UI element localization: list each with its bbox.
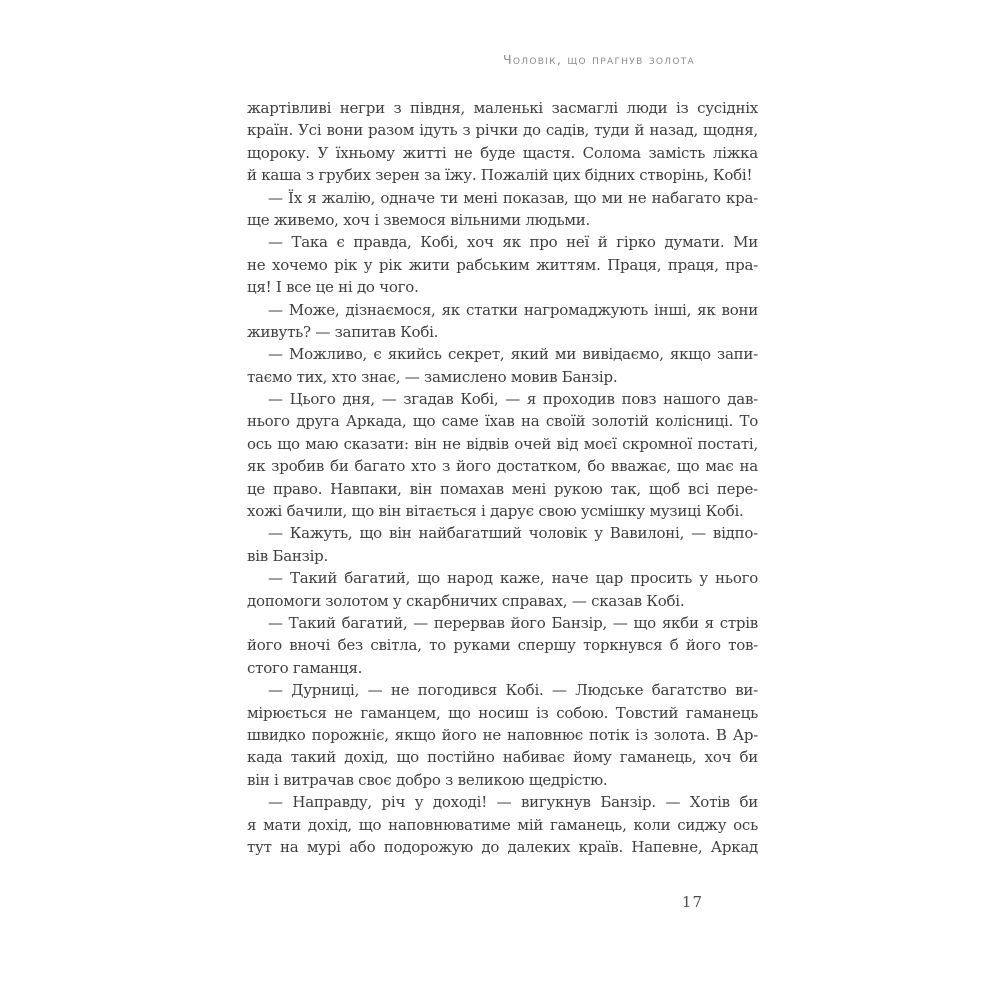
text-line: ще живемо, хоч і звемося вільними людьми. [247,210,591,229]
text-line: жартівливі негри з півдня, маленькі засмаглі люди із сусідніх [247,99,758,117]
paragraph [247,343,758,388]
text-line: — Такий багатий, — перервав його Банзір, — що якби я стрів [268,613,758,632]
paragraph [247,679,758,791]
text-line: — Направду, річ у доході! — вигукнув Банзір. — Хотів би [268,793,758,812]
paragraph [247,187,758,232]
text-line: — Така є правда, Кобі, хоч як про неї й гірко думати. Ми [268,233,758,252]
text-line: ось що маю сказати: він не відвів очей від моєї скромної постаті, [247,434,758,453]
text-line: хожі бачили, що він вітається і дарує свою усмішку музиці Кобі. [247,502,744,521]
text-line: када такий дохід, що постійно набиває йому гаманець, хоч би [247,748,758,767]
paragraph [247,567,758,612]
text-line: — Може, дізнаємося, як статки нагромаджують інші, як вони [268,300,758,319]
text-line: — Їх я жалію, одначе ти мені показав, що ми не набагато кра- [268,188,758,207]
paragraph [247,522,758,567]
text-line: швидко порожніє, якщо його не наповнює потік із золота. В Ар- [247,725,758,744]
text-line: я мати дохід, що наповнюватиме мій гаманець, коли сиджу ось [247,815,758,834]
text-line: живуть? — запитав Кобі. [247,322,439,341]
text-line: — Дурниці, — не погодився Кобі. — Людське багатство ви- [268,681,758,700]
paragraph [247,97,758,187]
text-line: він і витрачав своє добро з великою щедрістю. [247,770,608,789]
paragraph [247,299,758,344]
page-number: 17 [681,893,703,911]
text-line: — Такий багатий, що народ каже, наче цар просить у нього [268,569,758,588]
text-line: країн. Усі вони разом ідуть з річки до садів, туди й назад, щодня, [247,121,758,140]
text-line: таємо тих, хто знає, — замислено мовив Банзір. [247,367,618,386]
paragraph [247,612,758,679]
text-line: нього друга Аркада, що саме їхав на своїй золотій колісниці. То [247,412,758,431]
text-line: щороку. У їхньому житті не буде щастя. Солома замість ліжка [247,143,758,162]
text-line: вів Банзір. [247,546,329,565]
text-line: ця! І все це ні до чого. [247,278,419,297]
text-line: — Можливо, є якийсь секрет, який ми вивідаємо, якщо запи- [268,345,758,364]
text-line: допомоги золотом у скарбничих справах, — сказав Кобі. [247,591,685,610]
page-text [247,97,758,858]
text-line: стого гаманця. [247,658,363,677]
text-line: його вночі без світла, то руками спершу торкнувся б його тов- [247,636,758,655]
paragraph [247,388,758,522]
text-line: це право. Навпаки, він помахав мені рукою так, щоб всі пере- [247,479,758,498]
text-line: й каша з грубих зерен за їжу. Пожалій цих бідних створінь, Кобі! [247,166,753,185]
text-line: мірюється не гаманцем, що носиш із собою. Товстий гаманець [247,703,758,722]
paragraph [247,231,758,298]
text-line: не хочемо рік у рік жити рабським життям. Праця, праця, пра- [247,255,758,274]
text-line: як зробив би багато хто з його достатком, бо вважає, що має на [247,457,758,476]
paragraph [247,791,758,858]
running-head: Чоловік, що прагнув золота [503,52,695,67]
text-line: — Цього дня, — згадав Кобі, — я проходив повз нашого дав- [268,390,758,409]
text-line: — Кажуть, що він найбагатший чоловік у Вавилоні, — відпо- [268,524,758,543]
text-line: тут на мурі або подорожую до далеких країв. Напевне, Аркад [247,837,758,856]
